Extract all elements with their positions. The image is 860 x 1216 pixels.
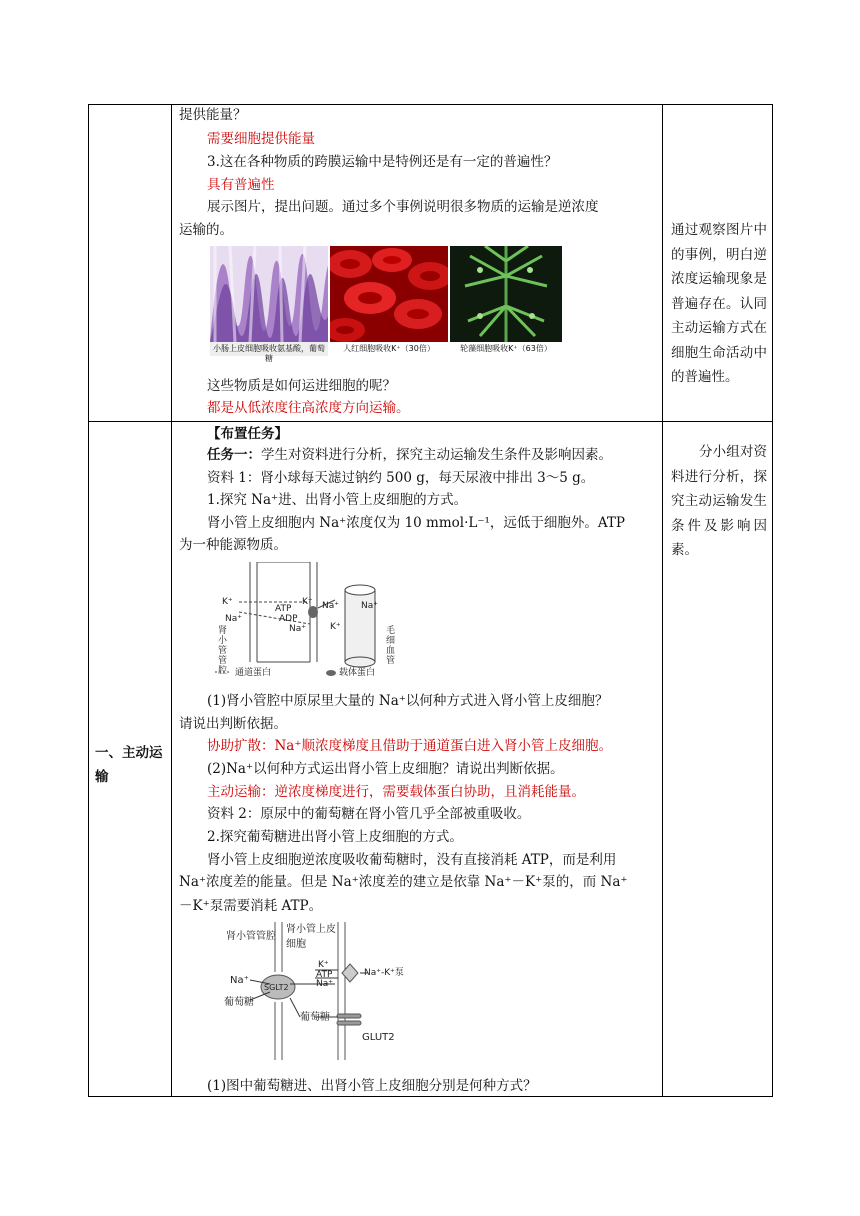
d1-na-in: Na⁺ — [289, 624, 306, 634]
answer-facilitated: 协助扩散：Na⁺顺浓度梯度且借助于通道蛋白进入肾小管上皮细胞。 — [207, 738, 612, 754]
task1-label: 任务一： — [207, 447, 261, 463]
material-2: 资料 2：原尿中的葡萄糖在肾小管几乎全部被重吸收。 — [207, 806, 531, 822]
column-divider-2 — [662, 105, 663, 1096]
caption-intestine: 小肠上皮细胞吸收氨基酸，葡萄糖 — [213, 344, 325, 363]
d1-na-left: Na⁺ — [225, 614, 242, 624]
caption-rbc: 人红细胞吸收K⁺（30倍） — [343, 344, 435, 353]
d1-lumen-label: 肾小管管腔 — [218, 626, 228, 676]
d1-atp: ATP — [275, 604, 292, 614]
glucose-transport-diagram — [220, 922, 440, 1062]
task1-text: 学生对资料进行分析，探究主动运输发生条件及影响因素。 — [261, 447, 612, 463]
d1-na-cap: Na⁺ — [361, 601, 378, 611]
column-divider-1 — [171, 105, 172, 1096]
row1-line-1: 提供能量？ — [179, 107, 247, 123]
sub-question-3: (1)图中葡萄糖进、出肾小管上皮细胞分别是何种方式？ — [207, 1078, 537, 1094]
caption-chara: 轮藻细胞吸收K⁺（63倍） — [460, 344, 552, 353]
paragraph-2c: －K⁺泵需要消耗 ATP。 — [179, 898, 323, 914]
na-k-transport-diagram — [215, 562, 415, 684]
d1-capillary-label: 毛细血管 — [386, 626, 396, 666]
d2-sglt2: SGLT2 — [264, 983, 289, 992]
task-heading: 【布置任务】 — [207, 426, 288, 442]
row1-answer-direction: 都是从低浓度往高浓度方向运输。 — [207, 400, 410, 416]
d1-legend-carrier: 载体蛋白 — [339, 668, 376, 678]
sub-question-1b: 请说出判断依据。 — [179, 716, 287, 732]
row-divider — [89, 421, 772, 422]
material-1: 资料 1：肾小球每天滤过钠约 500 g，每天尿液中排出 3～5 g。 — [207, 470, 595, 486]
row1-paragraph-b: 运输的。 — [179, 222, 233, 238]
row1-paragraph-a: 展示图片，提出问题。通过多个事例说明很多物质的运输是逆浓度 — [207, 199, 599, 215]
paragraph-1a: 肾小管上皮细胞内 Na⁺浓度仅为 10 mmol·L⁻¹，远低于细胞外。ATP — [207, 515, 625, 531]
paragraph-2b: Na⁺浓度差的能量。但是 Na⁺浓度差的建立是依靠 Na⁺－K⁺泵的，而 Na⁺ — [179, 874, 628, 890]
row1-right-notes: 通过观察图片中的事例，明白逆浓度运输现象是普遍存在。认同主动运输方式在细胞生命活动中的普遍性。 — [671, 222, 767, 385]
d2-glut2: GLUT2 — [362, 1032, 395, 1043]
question-2: 2.探究葡萄糖进出肾小管上皮细胞的方式。 — [207, 829, 463, 845]
question-1: 1.探究 Na⁺进、出肾小管上皮细胞的方式。 — [207, 492, 468, 508]
d1-k-mem: K⁺ — [302, 597, 313, 607]
d2-k: K⁺ — [318, 960, 329, 970]
row1-answer-universal: 具有普遍性 — [207, 177, 275, 193]
chara-algae-photo — [450, 246, 562, 356]
red-blood-cells-photo — [330, 246, 448, 356]
intestine-photo — [210, 246, 328, 356]
row1-answer-energy: 需要细胞提供能量 — [207, 131, 315, 147]
d2-na-left: Na⁺ — [230, 975, 249, 986]
section-label: 一、主动运输 — [95, 745, 163, 785]
d1-k-left: K⁺ — [222, 597, 233, 607]
row2-right-notes: 分小组对资料进行分析，探究主动运输发生条件及影响因素。 — [671, 444, 767, 558]
sub-question-1a: (1)肾小管腔中原尿里大量的 Na⁺以何种方式进入肾小管上皮细胞？ — [207, 693, 609, 709]
d2-na-in: Na⁺ — [316, 979, 333, 989]
d1-na-mem: Na⁺ — [322, 601, 339, 611]
sub-question-2: (2)Na⁺以何种方式运出肾小管上皮细胞？请说出判断依据。 — [207, 761, 564, 777]
paragraph-1b: 为一种能源物质。 — [179, 537, 287, 553]
d2-cell-label-1: 肾小管上皮 — [286, 924, 336, 935]
paragraph-2a: 肾小管上皮细胞逆浓度吸收葡萄糖时，没有直接消耗 ATP，而是利用 — [207, 852, 617, 868]
row1-question-3: 3.这在各种物质的跨膜运输中是特例还是有一定的普遍性？ — [207, 154, 558, 170]
d1-k-cap: K⁺ — [330, 622, 341, 632]
d2-pump-label: Na⁺-K⁺泵 — [364, 968, 404, 978]
d2-glucose-left: 葡萄糖 — [224, 997, 254, 1008]
d2-cell-label-2: 细胞 — [286, 939, 306, 950]
d2-atp: ATP — [316, 970, 333, 980]
d2-lumen-label: 肾小管管腔 — [226, 931, 276, 942]
answer-active: 主动运输：逆浓度梯度进行，需要载体蛋白协助，且消耗能量。 — [207, 784, 585, 800]
d1-legend-channel: 通道蛋白 — [235, 668, 272, 678]
d2-glucose-in: 葡萄糖 — [300, 1012, 330, 1023]
d1-adp: ADP — [279, 614, 298, 624]
row1-question-how: 这些物质是如何运进细胞的呢？ — [207, 378, 396, 394]
